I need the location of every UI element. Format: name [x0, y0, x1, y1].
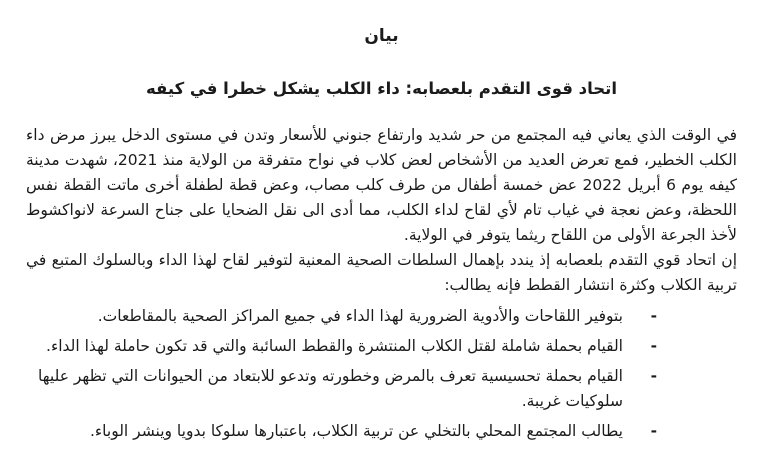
- bullet-dash-marker: -: [650, 422, 657, 440]
- document-title: بيان: [364, 26, 399, 46]
- document-subtitle: اتحاد قوى التقدم بلعصابه: داء الكلب يشكل خطرا في كيفه: [145, 79, 618, 98]
- demand-text: القيام بحملة شاملة لقتل الكلاب المنتشرة والقطط السائبة والتي قد تكون حاملة لهذا الداء.: [46, 337, 623, 355]
- paragraph-condemnation: إن اتحاد قوي التقدم بلعصابه إذ يندد بإهمال السلطات الصحية المعنية لتوفير لقاح لهذا الداء وبالسلوك المتبع في تربية الكلاب وكثرة انتشار القطط فإنه يطالب:: [26, 251, 737, 294]
- list-item: [26, 364, 659, 414]
- document-body: [26, 98, 737, 298]
- demand-text: يطالب المجتمع المحلي بالتخلي عن تربية الكلاب، باعتبارها سلوكا بدويا وينشر الوباء.: [89, 422, 623, 440]
- demand-text: بتوفير اللقاحات والأدوية الضرورية لهذا الداء في جميع المراكز الصحية بالمقاطعات.: [97, 307, 623, 325]
- list-item: [26, 419, 659, 444]
- bullet-dash-marker: -: [650, 367, 657, 385]
- demands-list: [26, 298, 737, 444]
- list-item: [26, 304, 659, 329]
- bullet-dash-marker: -: [650, 337, 657, 355]
- paragraph-intro: في الوقت الذي يعاني فيه المجتمع من حر شديد وارتفاع جنوني للأسعار وتدن في مستوى الدخل يبرز مرض داء الكلب الخطير، فمع تعرض العديد من الأشخاص لعض كلاب في نواح متفرقة من الولاية منذ 2021، شهدت مدينة كيفه يوم 6 أبريل 2022 عض خمسة أطفال من طرف كلب مصاب، وعض قطة لطفلة أخرى ماتت القطة نفس اللحظة، وعض نعجة في غياب تام لأي لقاح لداء الكلب، مما أدى الى نقل الضحايا على جناح السرعة لانواكشوط لأخذ الجرعة الأولى من اللقاح ريثما يتوفر في الولاية.: [26, 126, 737, 244]
- list-item: [26, 334, 659, 359]
- bullet-dash-marker: -: [650, 307, 657, 325]
- demand-text: القيام بحملة تحسيسية تعرف بالمرض وخطورته وتدعو للابتعاد من الحيوانات التي تظهر عليها سلوكيات غريبة.: [38, 367, 623, 410]
